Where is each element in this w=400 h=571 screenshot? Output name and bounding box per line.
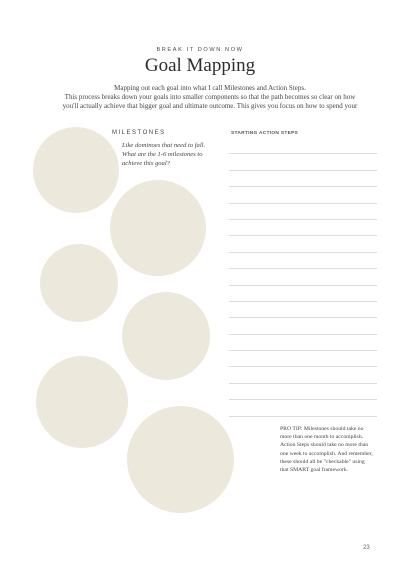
section-kicker: BREAK IT DOWN NOW	[156, 47, 244, 53]
action-step-line[interactable]	[229, 269, 377, 285]
action-steps-lines	[229, 138, 377, 417]
action-step-line[interactable]	[229, 384, 377, 400]
action-step-line[interactable]	[229, 318, 377, 334]
action-step-line[interactable]	[229, 187, 377, 203]
intro-line-1: Mapping out each goal into what I call Milestones and Action Steps.	[114, 84, 306, 92]
action-step-line[interactable]	[229, 302, 377, 318]
action-step-line[interactable]	[229, 138, 377, 154]
intro-line-2: This process breaks down your goals into smaller components so that the path becomes so clear on how	[64, 93, 356, 101]
page-number: 23	[363, 545, 370, 551]
action-step-line[interactable]	[229, 171, 377, 187]
milestone-circle-1[interactable]	[33, 127, 119, 213]
action-step-line[interactable]	[229, 204, 377, 220]
intro-paragraph	[60, 84, 360, 111]
milestone-circle-6[interactable]	[127, 406, 234, 513]
milestones-label: MILESTONES	[112, 130, 166, 136]
action-step-line[interactable]	[229, 236, 377, 252]
action-step-line[interactable]	[229, 253, 377, 269]
action-step-line[interactable]	[229, 220, 377, 236]
action-step-line[interactable]	[229, 400, 377, 416]
action-step-line[interactable]	[229, 286, 377, 302]
action-steps-label: STARTING ACTION STEPS	[231, 131, 299, 136]
pro-tip: PRO TIP: Milestones should take no more than one month to accomplish. Action Steps should take no more than one week to accomplish. And remember, these should all be "checkable" using that SMART goal framework.	[280, 426, 373, 474]
milestone-circle-5[interactable]	[36, 356, 128, 448]
intro-line-3: you'll actually achieve that bigger goal and ultimate outcome. This gives you focus on how to spend your	[62, 102, 358, 110]
milestone-circle-3[interactable]	[40, 244, 118, 322]
action-step-line[interactable]	[229, 351, 377, 367]
milestone-circle-4[interactable]	[122, 292, 210, 380]
milestone-circle-2[interactable]	[110, 180, 206, 276]
action-step-line[interactable]	[229, 154, 377, 170]
milestones-note: Like dominoes that need to fall. What are the 1-6 milestones to achieve this goal?	[122, 142, 206, 167]
action-step-line[interactable]	[229, 367, 377, 383]
action-step-line[interactable]	[229, 335, 377, 351]
page-title: Goal Mapping	[144, 55, 256, 76]
